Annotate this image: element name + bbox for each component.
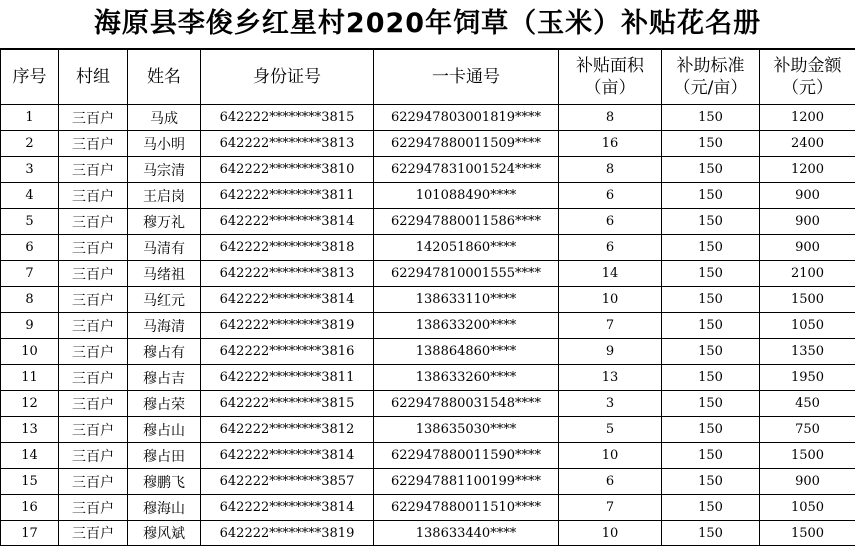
id-number-cell: 642222********3819 — [201, 521, 374, 546]
subsidy-amount-cell: 1500 — [760, 287, 855, 313]
village-group-cell: 三百户 — [59, 183, 128, 209]
subsidy-amount-cell: 450 — [760, 391, 855, 417]
subsidy-area-cell: 7 — [559, 313, 662, 339]
card-number-cell: 622947880031548**** — [374, 391, 559, 417]
village-group-cell: 三百户 — [59, 313, 128, 339]
card-number-cell: 622947880011510**** — [374, 495, 559, 521]
person-name-cell: 穆占荣 — [128, 391, 201, 417]
village-group-cell: 三百户 — [59, 131, 128, 157]
village-group-cell: 三百户 — [59, 365, 128, 391]
village-group-cell: 三百户 — [59, 287, 128, 313]
person-name-cell: 穆海山 — [128, 495, 201, 521]
header-label: 村组 — [76, 67, 110, 87]
subsidy-area-cell: 13 — [559, 365, 662, 391]
subsidy-area-cell: 6 — [559, 183, 662, 209]
table-row — [1, 131, 855, 157]
card-number-cell: 622947831001524**** — [374, 157, 559, 183]
person-name-cell: 穆占吉 — [128, 365, 201, 391]
subsidy-amount-cell: 1350 — [760, 339, 855, 365]
table-row — [1, 157, 855, 183]
col-area-header — [559, 50, 662, 105]
person-name-cell: 马清有 — [128, 235, 201, 261]
subsidy-rate-cell: 150 — [662, 235, 760, 261]
id-number-cell: 642222********3813 — [201, 261, 374, 287]
id-number-cell: 642222********3819 — [201, 313, 374, 339]
subsidy-rate-cell: 150 — [662, 157, 760, 183]
card-number-cell: 138633110**** — [374, 287, 559, 313]
header-unit: （元/亩） — [673, 78, 748, 98]
id-number-cell: 642222********3818 — [201, 235, 374, 261]
row-number-cell: 5 — [1, 209, 59, 235]
subsidy-rate-cell: 150 — [662, 521, 760, 546]
card-number-cell: 622947881100199**** — [374, 469, 559, 495]
row-number-cell: 4 — [1, 183, 59, 209]
village-group-cell: 三百户 — [59, 105, 128, 131]
card-number-cell: 138864860**** — [374, 339, 559, 365]
header-label: 补助金额 — [773, 56, 842, 76]
subsidy-rate-cell: 150 — [662, 365, 760, 391]
subsidy-rate-cell: 150 — [662, 313, 760, 339]
table-row — [1, 495, 855, 521]
subsidy-amount-cell: 1050 — [760, 313, 855, 339]
row-number-cell: 3 — [1, 157, 59, 183]
subsidy-area-cell: 14 — [559, 261, 662, 287]
subsidy-amount-cell: 1950 — [760, 365, 855, 391]
col-amount-header — [760, 50, 855, 105]
header-label: 一卡通号 — [432, 67, 500, 87]
person-name-cell: 王启岗 — [128, 183, 201, 209]
person-name-cell: 穆鹏飞 — [128, 469, 201, 495]
subsidy-amount-cell: 2400 — [760, 131, 855, 157]
subsidy-amount-cell: 2100 — [760, 261, 855, 287]
person-name-cell: 马成 — [128, 105, 201, 131]
id-number-cell: 642222********3810 — [201, 157, 374, 183]
header-row — [1, 50, 855, 105]
subsidy-rate-cell: 150 — [662, 209, 760, 235]
id-number-cell: 642222********3814 — [201, 209, 374, 235]
subsidy-area-cell: 6 — [559, 469, 662, 495]
card-number-cell: 142051860**** — [374, 235, 559, 261]
row-number-cell: 7 — [1, 261, 59, 287]
person-name-cell: 马小明 — [128, 131, 201, 157]
person-name-cell: 马宗清 — [128, 157, 201, 183]
table-row — [1, 521, 855, 546]
card-number-cell: 138633440**** — [374, 521, 559, 546]
row-number-cell: 16 — [1, 495, 59, 521]
subsidy-amount-cell: 1050 — [760, 495, 855, 521]
col-rate-header — [662, 50, 760, 105]
subsidy-amount-cell: 900 — [760, 469, 855, 495]
subsidy-area-cell: 7 — [559, 495, 662, 521]
subsidy-area-cell: 3 — [559, 391, 662, 417]
col-no-header — [1, 50, 59, 105]
row-number-cell: 14 — [1, 443, 59, 469]
table-body — [1, 105, 855, 546]
village-group-cell: 三百户 — [59, 469, 128, 495]
person-name-cell: 马海清 — [128, 313, 201, 339]
id-number-cell: 642222********3812 — [201, 417, 374, 443]
col-id-header — [201, 50, 374, 105]
subsidy-amount-cell: 1500 — [760, 443, 855, 469]
village-group-cell: 三百户 — [59, 417, 128, 443]
subsidy-amount-cell: 1200 — [760, 105, 855, 131]
subsidy-rate-cell: 150 — [662, 417, 760, 443]
id-number-cell: 642222********3811 — [201, 365, 374, 391]
subsidy-amount-cell: 900 — [760, 209, 855, 235]
table-row — [1, 339, 855, 365]
table-row — [1, 365, 855, 391]
card-number-cell: 101088490**** — [374, 183, 559, 209]
subsidy-rate-cell: 150 — [662, 469, 760, 495]
subsidy-area-cell: 10 — [559, 443, 662, 469]
table-row — [1, 417, 855, 443]
row-number-cell: 17 — [1, 521, 59, 546]
table-row — [1, 209, 855, 235]
card-number-cell: 622947880011590**** — [374, 443, 559, 469]
subsidy-amount-cell: 750 — [760, 417, 855, 443]
header-unit: （元） — [782, 78, 833, 98]
village-group-cell: 三百户 — [59, 391, 128, 417]
village-group-cell: 三百户 — [59, 235, 128, 261]
header-label: 补助标准 — [676, 56, 745, 76]
row-number-cell: 9 — [1, 313, 59, 339]
id-number-cell: 642222********3814 — [201, 495, 374, 521]
table-row — [1, 105, 855, 131]
subsidy-rate-cell: 150 — [662, 339, 760, 365]
subsidy-area-cell: 5 — [559, 417, 662, 443]
village-group-cell: 三百户 — [59, 339, 128, 365]
table-row — [1, 469, 855, 495]
subsidy-rate-cell: 150 — [662, 105, 760, 131]
person-name-cell: 穆占田 — [128, 443, 201, 469]
subsidy-area-cell: 16 — [559, 131, 662, 157]
row-number-cell: 11 — [1, 365, 59, 391]
person-name-cell: 穆占有 — [128, 339, 201, 365]
subsidy-amount-cell: 1200 — [760, 157, 855, 183]
table-row — [1, 391, 855, 417]
id-number-cell: 642222********3857 — [201, 469, 374, 495]
village-group-cell: 三百户 — [59, 157, 128, 183]
card-number-cell: 138635030**** — [374, 417, 559, 443]
subsidy-rate-cell: 150 — [662, 287, 760, 313]
col-group-header — [59, 50, 128, 105]
person-name-cell: 穆占山 — [128, 417, 201, 443]
header-label: 补贴面积 — [576, 56, 644, 76]
id-number-cell: 642222********3816 — [201, 339, 374, 365]
subsidy-area-cell: 6 — [559, 209, 662, 235]
subsidy-rate-cell: 150 — [662, 261, 760, 287]
row-number-cell: 6 — [1, 235, 59, 261]
village-group-cell: 三百户 — [59, 443, 128, 469]
row-number-cell: 1 — [1, 105, 59, 131]
table-row — [1, 313, 855, 339]
id-number-cell: 642222********3814 — [201, 443, 374, 469]
subsidy-rate-cell: 150 — [662, 391, 760, 417]
subsidy-table — [0, 49, 855, 546]
table-row — [1, 443, 855, 469]
person-name-cell: 马绪祖 — [128, 261, 201, 287]
row-number-cell: 12 — [1, 391, 59, 417]
card-number-cell: 622947880011586**** — [374, 209, 559, 235]
card-number-cell: 138633200**** — [374, 313, 559, 339]
subsidy-area-cell: 8 — [559, 157, 662, 183]
id-number-cell: 642222********3811 — [201, 183, 374, 209]
subsidy-amount-cell: 1500 — [760, 521, 855, 546]
row-number-cell: 8 — [1, 287, 59, 313]
person-name-cell: 穆万礼 — [128, 209, 201, 235]
header-label: 序号 — [12, 67, 47, 87]
subsidy-area-cell: 9 — [559, 339, 662, 365]
id-number-cell: 642222********3815 — [201, 391, 374, 417]
header-unit: （亩） — [584, 78, 636, 98]
subsidy-amount-cell: 900 — [760, 183, 855, 209]
person-name-cell: 马红元 — [128, 287, 201, 313]
table-row — [1, 183, 855, 209]
subsidy-area-cell: 10 — [559, 287, 662, 313]
col-name-header — [128, 50, 201, 105]
subsidy-area-cell: 10 — [559, 521, 662, 546]
person-name-cell: 穆风斌 — [128, 521, 201, 546]
row-number-cell: 2 — [1, 131, 59, 157]
table-row — [1, 261, 855, 287]
id-number-cell: 642222********3814 — [201, 287, 374, 313]
row-number-cell: 13 — [1, 417, 59, 443]
village-group-cell: 三百户 — [59, 261, 128, 287]
table-row — [1, 287, 855, 313]
page-title: 海原县李俊乡红星村2020年饲草（玉米）补贴花名册 — [0, 0, 855, 49]
card-number-cell: 138633260**** — [374, 365, 559, 391]
subsidy-area-cell: 8 — [559, 105, 662, 131]
subsidy-amount-cell: 900 — [760, 235, 855, 261]
header-label: 姓名 — [147, 67, 181, 87]
subsidy-area-cell: 6 — [559, 235, 662, 261]
village-group-cell: 三百户 — [59, 209, 128, 235]
card-number-cell: 622947880011509**** — [374, 131, 559, 157]
col-card-header — [374, 50, 559, 105]
table-row — [1, 235, 855, 261]
card-number-cell: 622947803001819**** — [374, 105, 559, 131]
subsidy-rate-cell: 150 — [662, 443, 760, 469]
id-number-cell: 642222********3813 — [201, 131, 374, 157]
header-label: 身份证号 — [253, 67, 321, 87]
card-number-cell: 622947810001555**** — [374, 261, 559, 287]
subsidy-rate-cell: 150 — [662, 131, 760, 157]
subsidy-rate-cell: 150 — [662, 495, 760, 521]
village-group-cell: 三百户 — [59, 521, 128, 546]
row-number-cell: 10 — [1, 339, 59, 365]
row-number-cell: 15 — [1, 469, 59, 495]
village-group-cell: 三百户 — [59, 495, 128, 521]
id-number-cell: 642222********3815 — [201, 105, 374, 131]
subsidy-rate-cell: 150 — [662, 183, 760, 209]
